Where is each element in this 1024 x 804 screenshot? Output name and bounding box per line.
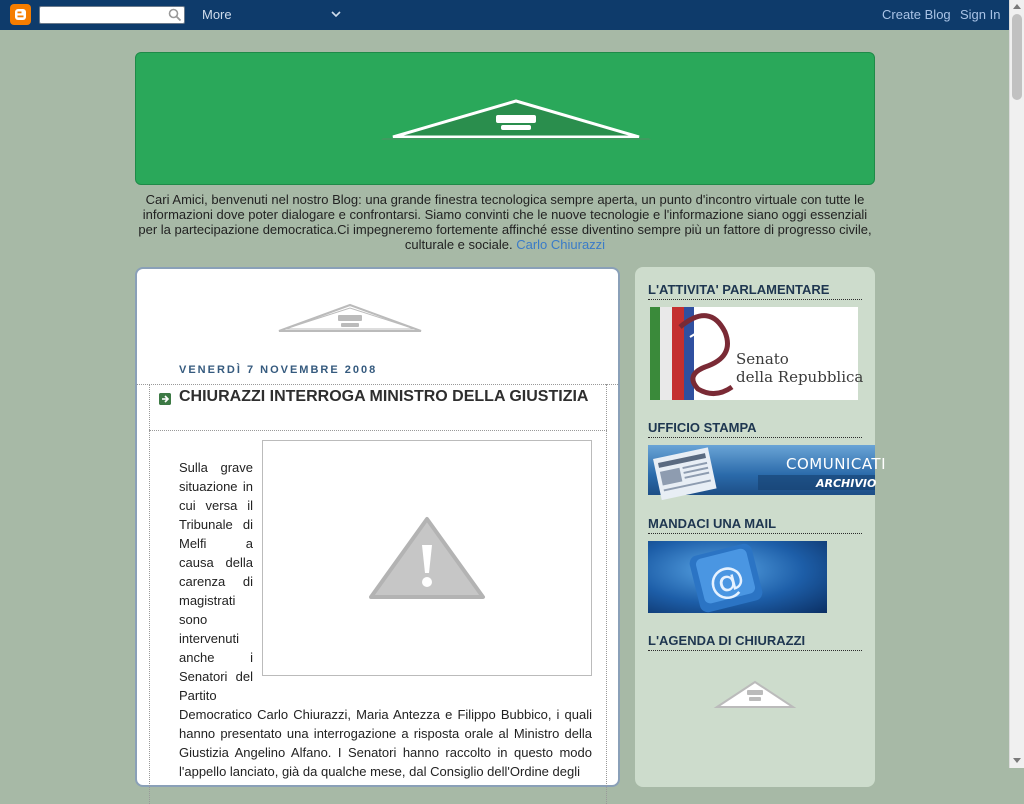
missing-image-icon (275, 303, 425, 333)
more-menu[interactable]: More (202, 7, 232, 22)
svg-text:@: @ (704, 557, 750, 606)
post-line: Partito (179, 688, 217, 703)
missing-image-icon (715, 679, 795, 709)
post-title[interactable]: CHIURAZZI INTERROGA MINISTRO DELLA GIUSTIZIA (179, 388, 589, 405)
post-line: Melfi a (179, 536, 253, 551)
post-line: anche i (179, 650, 253, 665)
senato-logo-icon (650, 307, 864, 400)
divider (149, 430, 607, 431)
author-link[interactable]: Carlo Chiurazzi (516, 237, 606, 252)
post-line: magistrati (179, 593, 236, 608)
senato-line1: Senato (736, 350, 789, 368)
widget-title-agenda: L'AGENDA DI CHIURAZZI (648, 633, 862, 651)
blogger-navbar (0, 0, 1009, 30)
description-text: Cari Amici, benvenuti nel nostro Blog: una grande finestra tecnologica sempre aperta, un punto d'incontro virtuale con tutte le informazioni dove poter dialogare e confrontarsi. Siamo convinti che le nuove tecnologie e l'informazione siano oggi essenziali per la partecipazione democratica.Ci impegneremo fortemente affinché esse diventino sempre più un fattore di progresso civile, culturale e sociale. (138, 192, 872, 252)
sign-in-link[interactable]: Sign In (960, 7, 1001, 22)
search-icon[interactable] (168, 8, 182, 22)
main-column (135, 267, 620, 787)
missing-image-icon (381, 97, 651, 141)
blogger-logo-icon[interactable] (10, 4, 31, 25)
scroll-thumb[interactable] (1012, 14, 1022, 100)
comunicati-image[interactable] (648, 445, 887, 495)
sidebar (635, 267, 887, 787)
post-image[interactable] (262, 440, 592, 676)
blog-header[interactable] (135, 52, 875, 185)
post-date: VENERDÌ 7 NOVEMBRE 2008 (179, 364, 378, 376)
post-line: situazione in (179, 479, 253, 494)
blog-description (135, 192, 875, 252)
newspaper-icon (648, 445, 887, 495)
scroll-up-arrow-icon[interactable] (1013, 4, 1021, 9)
post-line: Senatori del (179, 669, 253, 684)
post-line: causa della (179, 555, 253, 570)
widget-title-mail: MANDACI UNA MAIL (648, 516, 862, 534)
create-blog-link[interactable]: Create Blog (882, 7, 951, 22)
post-line: Tribunale di (179, 517, 253, 532)
mail-image[interactable] (648, 541, 827, 613)
senato-line2: della Repubblica (736, 368, 864, 386)
post-body: Democratico Carlo Chiurazzi, Maria Antezza e Filippo Bubbico, i quali hanno presentato una interrogazione a risposta orale al Ministro della Giustizia Angelino Alfano. I Senatori hanno raccolto in questo modo l'appello lanciato, già da qualche mese, dal Consiglio dell'Ordine degli (179, 707, 592, 779)
senato-image[interactable] (650, 307, 864, 400)
post-line: Sulla grave (179, 460, 253, 475)
search-input[interactable] (39, 6, 185, 24)
chevron-down-icon[interactable] (330, 9, 342, 19)
post-line: carenza di (179, 574, 253, 589)
at-key-icon (648, 541, 827, 613)
post-body-wrap (179, 458, 253, 705)
widget-title-ufficio-stampa: UFFICIO STAMPA (648, 420, 862, 438)
page-scrollbar[interactable] (1009, 0, 1024, 768)
post-arrow-icon (159, 393, 171, 405)
post-line: cui versa il (179, 498, 253, 513)
widget-title-attivita: L'ATTIVITA' PARLAMENTARE (648, 282, 862, 300)
warning-icon (367, 515, 487, 601)
post-line: intervenuti (179, 631, 239, 646)
archivio-text: ARCHIVIO (816, 477, 877, 490)
scroll-down-arrow-icon[interactable] (1013, 758, 1021, 763)
post-line: sono (179, 612, 208, 627)
comunicati-text: COMUNICATI (786, 455, 887, 473)
